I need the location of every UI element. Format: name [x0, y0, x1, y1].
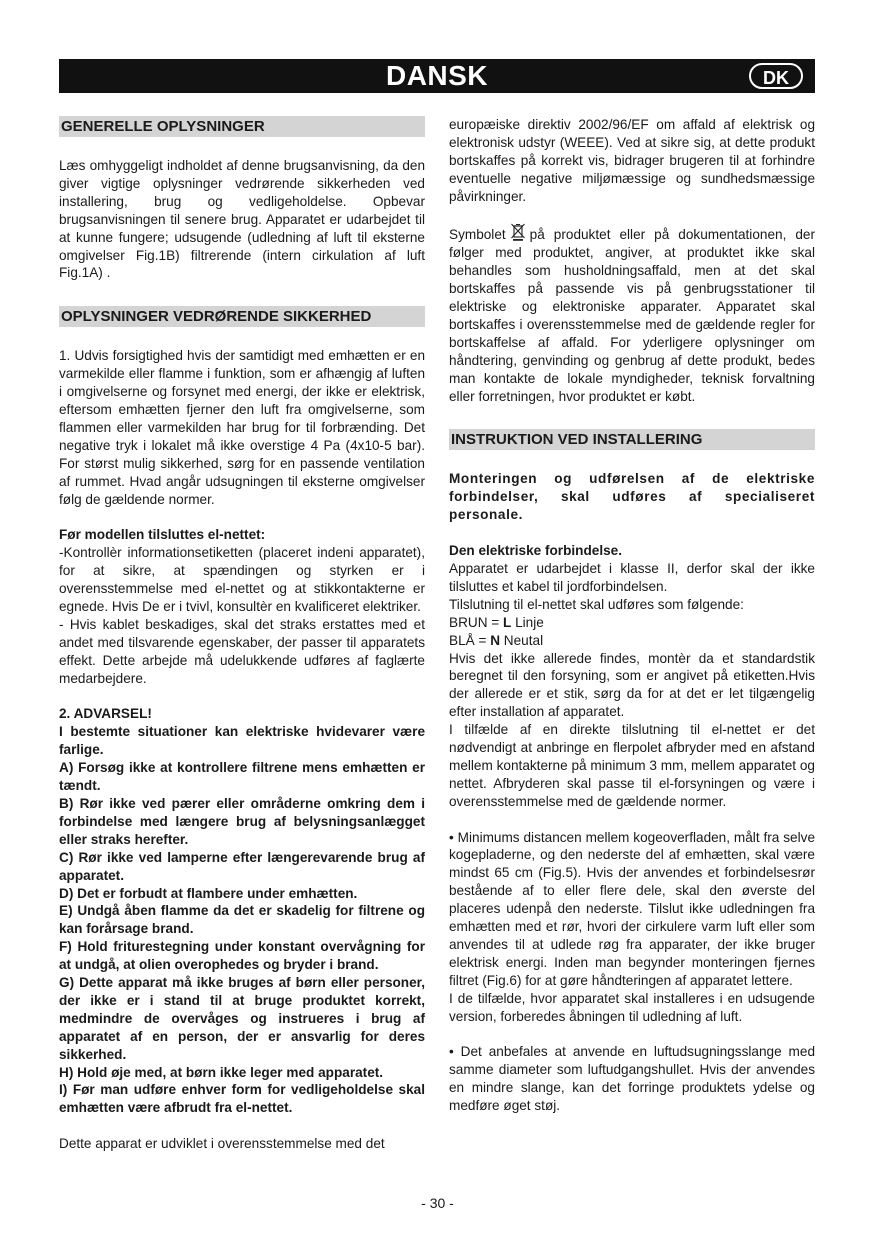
warning-item: F) Hold friturestegning under konstant overvågning for at undgå, at olien overophedes og bryder i brand.	[59, 939, 425, 973]
before-connection-heading: Før modellen tilsluttes el-nettet:	[59, 527, 266, 543]
ducted-version-text: I de tilfælde, hvor apparatet skal installeres i en udsugende version, forberedes åbningen til udledning af luft.	[449, 990, 815, 1024]
installation-intro: Monteringen og udførelsen af de elektriske forbindelser, skal udføres af specialiseret personale.	[449, 471, 815, 523]
warning-item: I bestemte situationer kan elektriske hvidevarer være farlige.	[59, 724, 425, 758]
warning-item: D) Det er forbudt at flambere under emhætten.	[59, 885, 358, 901]
before-connection-text-2: - Hvis kablet beskadiges, skal det straks erstattes med et andet med tilsvarende egenskaber, der passer til apparatets effekt. Dette arbejde må udelukkende udføres af faglærte medarbejdere.	[59, 616, 425, 686]
safety-info-heading: OPLYSNINGER VEDRØRENDE SIKKERHED	[59, 306, 425, 327]
electrical-connection-heading: Den elektriske forbindelse.	[449, 543, 623, 559]
warning-item: I) Før man udføre enhver form for vedligeholdelse skal emhætten være afbrudt fra el-nettet.	[59, 1082, 425, 1116]
distance-bullet: • Minimums distancen mellem kogeoverfladen, målt fra selve kogepladerne, og den nederste del af emhætten, skal være mindst 65 cm (Fig.5). Hvis der anvendes et forbindelsesrør bestående af to eller flere dele, skal den øverste del placeres udenpå den nederste. Tilslut ikke udledningen fra emhætten med et rør, hvori der cirkulere varm luft eller som anvendes til at udlede røg fra apparater, der ikke bruger elektrisk energi. Inden man begynder monteringen fjernes filtret (Fig.6) for at gøre håndteringen af apparatet lettere.	[449, 829, 815, 988]
symbol-paragraph	[449, 223, 815, 405]
general-info-text: Læs omhyggeligt indholdet af denne brugsanvisning, da den giver vigtige oplysninger vedrørende sikkerheden ved installering, brug og vedligeholdelse. Opbevar brugsanvisningen til senere brug. Apparatet er udarbejdet til at kunne fungere; udsugende (udledning af luft til eksterne omgivelser Fig.1B) filtrerende (intern cirkulation af luft Fig.1A) .	[59, 158, 425, 281]
symbol-text: på produktet eller på dokumentationen, der følger med produktet, angiver, at produktet ikke skal behandles som husholdningsaffald, men at det skal bortskaffes på passende vis på genbrugsstationer til elektriske og elektroniske apparater. Apparatet skal bortskaffes i overensstemmelse med de gældende regler for bortskaffelse af affald. For yderligere oplysninger om håndtering, genvinding og genbrug af dette produkt, bedes man kontakte de lokale myndigheder, teknisk forvaltning eller forretningen, hvor produktet er købt.	[449, 227, 815, 404]
warning-item: C) Rør ikke ved lamperne efter længerevarende brug af apparatet.	[59, 849, 425, 883]
warning-item: B) Rør ikke ved pærer eller områderne omkring dem i forbindelse med længere brug af belysningsanlægget eller straks herefter.	[59, 795, 425, 847]
warning-item: H) Hold øje med, at børn ikke leger med apparatet.	[59, 1064, 384, 1080]
electrical-text-3: Hvis det ikke allerede findes, montèr da et standardstik beregnet til den forsyning, som er angivet på etiketten.Hvis der allerede er et stik, sørg da for at det er let tilgængelig efter installation af apparatet.	[449, 650, 815, 720]
language-code-badge: DK	[749, 63, 803, 89]
page-number: - 30 -	[421, 1195, 454, 1211]
brown-wire-line: BRUN = L Linje	[449, 614, 544, 630]
crossed-bin-icon	[510, 223, 526, 241]
symbol-prefix: Symbolet	[449, 227, 506, 243]
general-info-heading: GENERELLE OPLYSNINGER	[59, 116, 425, 137]
blue-wire-line: BLÅ = N Neutal	[449, 632, 544, 648]
weee-directive-text: europæiske direktiv 2002/96/EF om affald af elektrisk og elektronisk udstyr (WEEE). Ved at sikre sig, at dette produkt bortskaffes på korrekt vis, bidrager brugeren til at forhindre eventuelle negative miljømæssige og sundhedsmæssige påvirkninger.	[449, 117, 815, 204]
electrical-text-1: Apparatet er udarbejdet i klasse II, derfor skal der ikke tilsluttes et kabel til jordforbindelsen.	[449, 561, 815, 594]
left-column	[59, 116, 425, 1153]
right-column	[449, 116, 815, 1115]
warning-item: E) Undgå åben flamme da det er skadelig for filtrene og kan forårsage brand.	[59, 903, 425, 937]
hose-bullet: • Det anbefales at anvende en luftudsugningsslange med samme diameter som luftudgangshullet. Hvis der anvendes en mindre slange, kan det forringe produktets ydelse og medføre øget støj.	[449, 1044, 815, 1114]
warning-item: A) Forsøg ikke at kontrollere filtrene mens emhætten er tændt.	[59, 760, 425, 794]
electrical-text-4: I tilfælde af en direkte tilslutning til el-nettet er det nødvendigt at anbringe en flerpolet afbryder med en afstand mellem kontakterne på minimum 3 mm, mellem apparatet og nettet. Afbryderen skal passe til el-forsyningen og være i overensstemmelse med de gældende normer.	[449, 722, 815, 809]
before-connection-text-1: -Kontrollèr informationsetiketten (placeret indeni apparatet), for at sikre, at spændingen og styrken er i overensstemmelse med el-nettet og at stikkontakterne er egnede. Hvis De er i tvivl, konsultèr en kvalificeret elektriker.	[59, 545, 425, 615]
electrical-text-2: Tilslutning til el-nettet skal udføres som følgende:	[449, 596, 744, 612]
warning-heading: 2. ADVARSEL!	[59, 706, 152, 722]
installation-heading: INSTRUKTION VED INSTALLERING	[449, 429, 815, 450]
page-title: DANSK	[385, 60, 489, 91]
compliance-text: Dette apparat er udviklet i overensstemmelse med det	[59, 1136, 385, 1152]
safety-info-text: 1. Udvis forsigtighed hvis der samtidigt med emhætten er en varmekilde eller flamme i funktion, som er afhængig af luften i omgivelserne og forsynet med energi, der ikke er elektrisk, eftersom emhætten fjerner den luft fra omgivelserne, som flammen eller varmekilden har brug for til forbrænding. Det negative tryk i lokalet må ikke overstige 4 Pa (4x10-5 bar). For størst mulig sikkerhed, sørg for en passende ventilation af rummet. Hvad angår udsugningen til eksterne omgivelser følg de gældende normer.	[59, 348, 425, 507]
warning-item: G) Dette apparat må ikke bruges af børn eller personer, der ikke er i stand til at bruge produktet korrekt, medmindre de overvåges og instrueres i brug af apparatet af en person, der er ansvarlig for deres sikkerhed.	[59, 975, 425, 1062]
language-banner	[59, 59, 815, 93]
